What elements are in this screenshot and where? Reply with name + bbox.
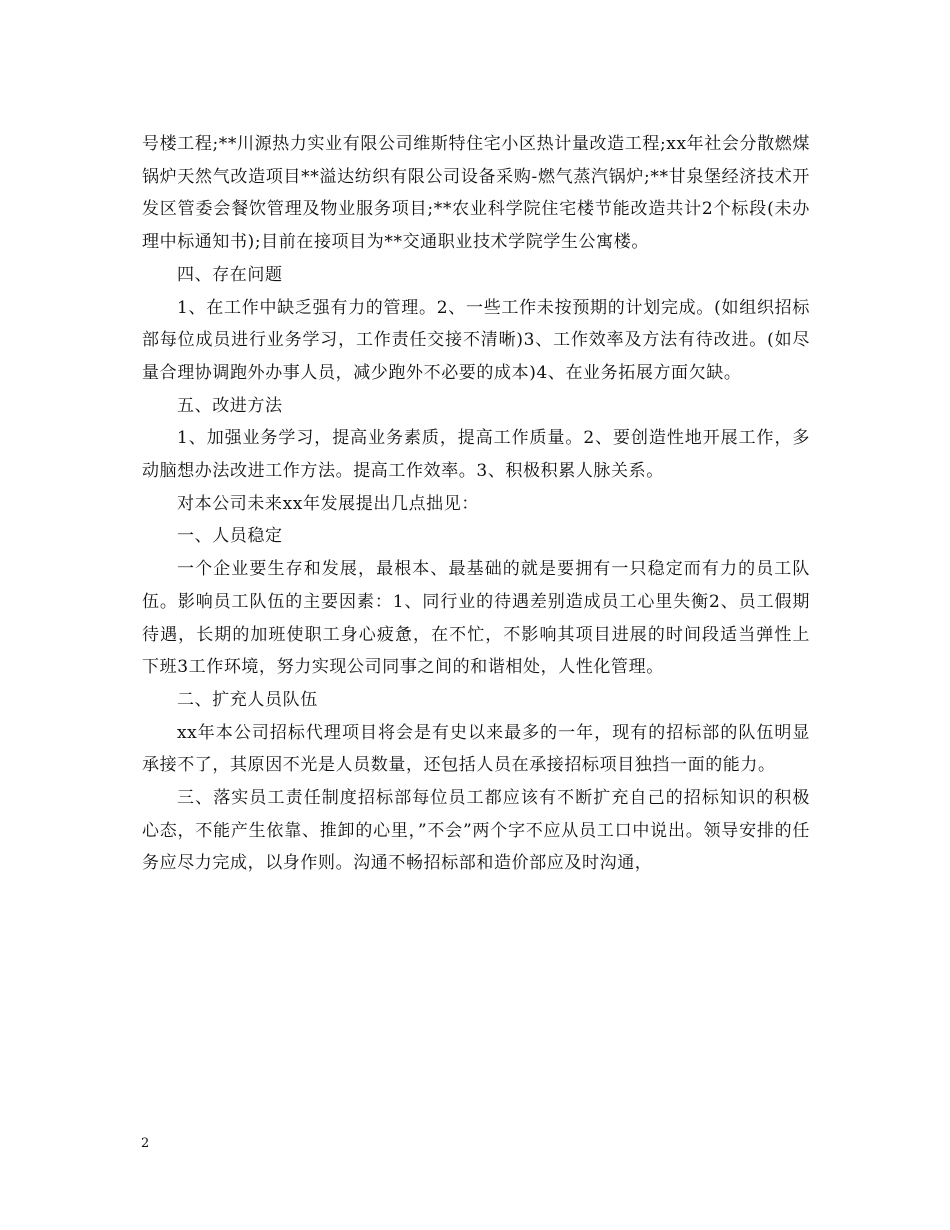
- paragraph: 号楼工程;**川源热力实业有限公司维斯特住宅小区热计量改造工程;xx年社会分散燃煤锅炉天然气改造项目**溢达纺织有限公司设备采购-燃气蒸汽锅炉;**甘泉堡经济技术开发区管委会餐饮管理及物业服务项目;**农业科学院住宅楼节能改造共计2个标段(未办理中标通知书);目前在接项目为**交通职业技术学院学生公寓楼。: [142, 134, 810, 253]
- paragraph: 1、在工作中缺乏强有力的管理。2、一些工作未按预期的计划完成。(如组织招标部每位成员进行业务学习，工作责任交接不清晰)3、工作效率及方法有待改进。(如尽量合理协调跑外办事人员，减少跑外不必要的成本)4、在业务拓展方面欠缺。: [142, 297, 810, 383]
- section-heading-problems: 四、存在问题: [177, 264, 283, 285]
- paragraph: 1、加强业务学习，提高业务素质，提高工作质量。2、要创造性地开展工作，多动脑想办法改进工作方法。提高工作效率。3、积极积累人脉关系。: [142, 428, 810, 482]
- paragraph: xx年本公司招标代理项目将会是有史以来最多的一年，现有的招标部的队伍明显承接不了，其原因不光是人员数量，还包括人员在承接招标项目独挡一面的能力。: [142, 722, 810, 776]
- paragraph: 对本公司未来xx年发展提出几点拙见：: [177, 493, 479, 514]
- section-heading-staff-stability: 一、人员稳定: [177, 526, 283, 547]
- paragraph: 三、落实员工责任制度招标部每位员工都应该有不断扩充自己的招标知识的积极心态，不能产生依靠、推卸的心里，”不会”两个字不应从员工口中说出。领导安排的任务应尽力完成，以身作则。沟通不畅招标部和造价部应及时沟通，: [142, 788, 810, 874]
- page-number: 2: [141, 1136, 150, 1151]
- section-heading-improvements: 五、改进方法: [177, 395, 283, 416]
- document-body: [142, 128, 810, 880]
- section-heading-expand-staff: 二、扩充人员队伍: [177, 689, 318, 710]
- paragraph: 一个企业要生存和发展，最根本、最基础的就是要拥有一只稳定而有力的员工队伍。影响员工队伍的主要因素：1、同行业的待遇差别造成员工心里失衡2、员工假期待遇，长期的加班使职工身心疲惫，在不忙，不影响其项目进展的时间段适当弹性上下班3工作环境，努力实现公司同事之间的和谐相处，人性化管理。: [142, 559, 810, 678]
